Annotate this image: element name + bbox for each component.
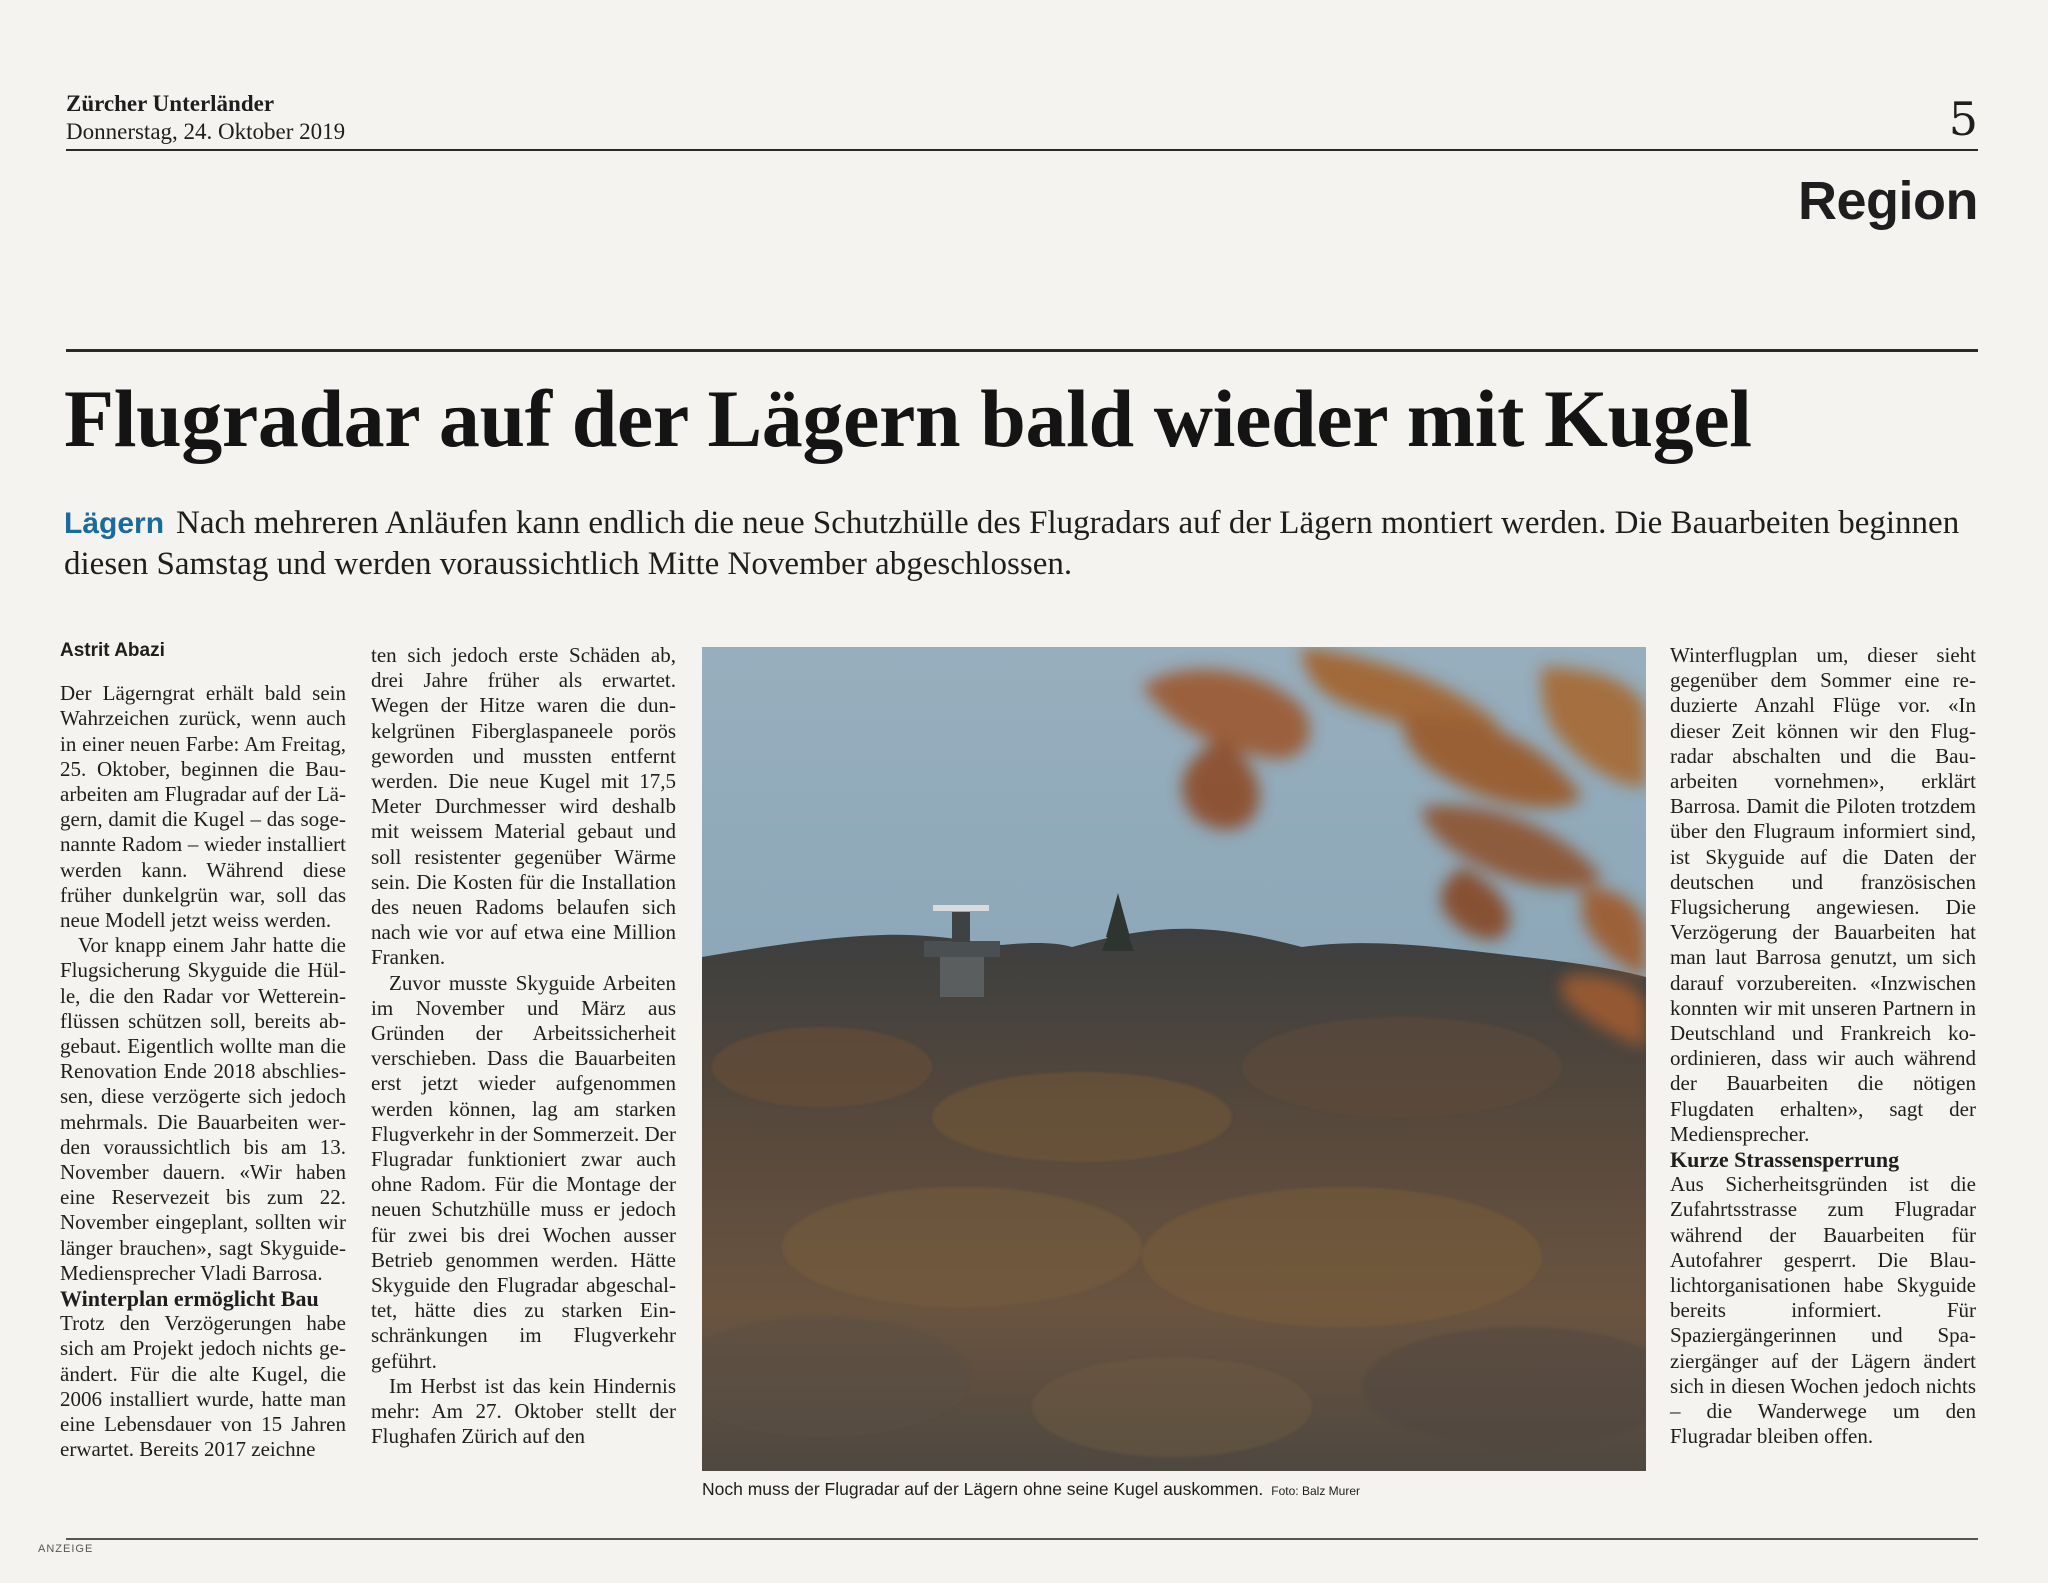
paragraph: Der Lägerngrat erhält bald sein Wahrzeichen zurück, wenn auch in einer neuen Farbe: Am Freitag, 25. Oktober, beginnen die Bauarbeiten am Flugradar auf der Lägern, damit die Kugel – das sogenannte Radom – wieder installiert werden kann. Während diese früher dunkelgrün war, soll das neue Modell jetzt weiss werden. <box>60 681 346 933</box>
newspaper-name: Zürcher Unterländer <box>66 91 275 116</box>
byline: Astrit Abazi <box>60 640 165 661</box>
article-photo <box>702 647 1646 1471</box>
subhead: Winterplan ermöglicht Bau <box>60 1286 319 1312</box>
section-title: Region <box>1798 171 1978 231</box>
paragraph: Vor knapp einem Jahr hatte die Flugsicherung Skyguide die Hülle, die den Radar vor Wettereinflüssen schützen soll, bereits abgebaut. Eigentlich wollte man die Renovation Ende 2018 abschliessen, diese verzögerte sich jedoch mehrmals. Die Bauarbeiten werden voraussichtlich bis am 13. November dauern. «Wir haben eine Reservezeit bis zum 22. November eingeplant, sollten wir länger brauchen», sagt Skyguide-Mediensprecher Vladi Barrosa. <box>60 933 346 1285</box>
bottom-rule <box>66 1538 1978 1540</box>
column-2 <box>371 643 676 1450</box>
subhead: Kurze Strassensperrung <box>1670 1147 1900 1173</box>
masthead <box>66 90 345 146</box>
paragraph: Trotz den Verzögerungen habe sich am Projekt jedoch nichts geändert. Für die alte Kugel, die 2006 installiert wurde, hatte man eine Lebensdauer von 15 Jahren erwartet. Bereits 2017 zeichne <box>60 1311 346 1462</box>
headline-rule <box>66 349 1978 352</box>
top-rule <box>66 149 1978 151</box>
page-number: 5 <box>1948 92 1978 146</box>
photo-radar-hill <box>702 647 1646 1471</box>
issue-date: Donnerstag, 24. Oktober 2019 <box>66 119 346 144</box>
lead-kicker: Lägern <box>64 507 165 540</box>
headline: Flugradar auf der Lägern bald wieder mit Kugel <box>64 373 1752 464</box>
paragraph: Winterflugplan um, dieser sieht gegenüber dem Sommer eine reduzierte Anzahl Flüge vor. «In dieser Zeit können wir den Flugradar abschalten und die Bauarbeiten vornehmen», erklärt Barrosa. Damit die Piloten trotzdem über den Flugraum informiert sind, ist Skyguide auf die Daten der deutschen und französischen Flugsicherung angewiesen. Die Verzögerung der Bauarbeiten hat man laut Barrosa genutzt, um sich darauf vorzubereiten. «Inzwischen konnten wir mit unseren Partnern in Deutschland und Frankreich koordinieren, dass wir auch während der Bauarbeiten die nötigen Flugdaten erhalten», sagt der Mediensprecher. <box>1670 643 1976 1146</box>
column-3 <box>1670 643 1976 1450</box>
column-1 <box>60 638 346 1463</box>
paragraph: Aus Sicherheitsgründen ist die Zufahrtsstrasse zum Flugradar während der Bauarbeiten für Autofahrer gesperrt. Die Blaulichtorganisationen habe Skyguide bereits informiert. Für Spaziergängerinnen und Spaziergänger auf der Lägern ändert sich in diesen Wochen jedoch nichts – die Wanderwege um den Flugradar bleiben offen. <box>1670 1172 1976 1449</box>
lead-text: Nach mehreren Anläufen kann endlich die neue Schutzhülle des Flugradars auf der Lägern montiert werden. Die Bauarbeiten beginnen diesen Samstag und werden voraussichtlich Mitte November abgeschlossen. <box>64 505 1960 582</box>
photo-caption <box>702 1479 1646 1500</box>
caption-text: Noch muss der Flugradar auf der Lägern ohne seine Kugel auskommen. <box>702 1479 1264 1499</box>
photo-credit: Foto: Balz Murer <box>1271 1484 1360 1498</box>
paragraph: ten sich jedoch erste Schäden ab, drei Jahre früher als erwartet. Wegen der Hitze waren die dunkelgrünen Fiberglaspaneele porös geworden und mussten entfernt werden. Die neue Kugel mit 17,5 Meter Durchmesser wird deshalb mit weissem Material gebaut und soll resistenter gegenüber Wärme sein. Die Kosten für die Installation des neuen Radoms belaufen sich nach wie vor auf etwa eine Million Franken. <box>371 643 676 970</box>
lead <box>64 503 1964 585</box>
ad-label: ANZEIGE <box>38 1543 94 1555</box>
paragraph: Zuvor musste Skyguide Arbeiten im November und März aus Gründen der Arbeitssicherheit verschieben. Dass die Bauarbeiten erst jetzt wieder aufgenommen werden können, lag am starken Flugverkehr in der Sommerzeit. Der Flugradar funktioniert zwar auch ohne Radom. Für die Montage der neuen Schutzhülle muss er jedoch für zwei bis drei Wochen ausser Betrieb genommen werden. Hätte Skyguide den Flugradar abgeschaltet, hätte dies zu starken Einschränkungen im Flugverkehr geführt. <box>371 970 676 1373</box>
paragraph: Im Herbst ist das kein Hindernis mehr: Am 27. Oktober stellt der Flughafen Zürich auf den <box>371 1373 676 1449</box>
